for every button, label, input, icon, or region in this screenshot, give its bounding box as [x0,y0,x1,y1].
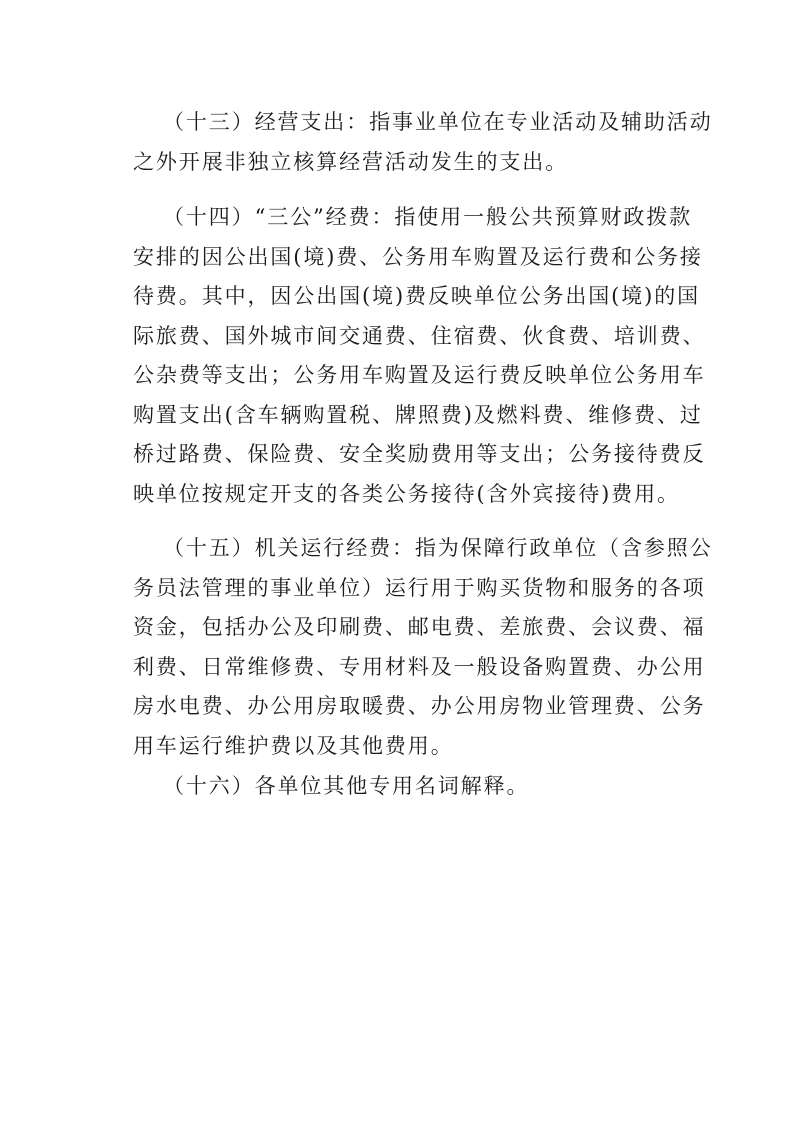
paragraph-15-line-4: 利费、日常维修费、专用材料及一般设备购置费、办公用 [133,655,706,679]
paragraph-14-line-1: （十四）“三公”经费：指使用一般公共预算财政拨款 [163,205,693,229]
paragraph-13-line-1: （十三）经营支出：指事业单位在专业活动及辅助活动 [163,110,713,134]
paragraph-14-line-3: 待费。其中，因公出国(境)费反映单位公务出国(境)的国 [133,284,701,308]
paragraph-14-line-4: 际旅费、国外城市间交通费、住宿费、伙食费、培训费、 [133,324,706,348]
paragraph-16-line-1: （十六）各单位其他专用名词解释。 [163,774,530,798]
paragraph-15-line-5: 房水电费、办公用房取暖费、办公用房物业管理费、公务 [133,694,706,718]
paragraph-14-line-2: 安排的因公出国(境)费、公务用车购置及运行费和公务接 [133,245,703,269]
paragraph-14-line-8: 映单位按规定开支的各类公务接待(含外宾接待)费用。 [133,482,680,506]
paragraph-15-line-6: 用车运行维护费以及其他费用。 [133,734,454,758]
paragraph-14-line-5: 公杂费等支出；公务用车购置及运行费反映单位公务用车 [133,363,706,387]
paragraph-13-line-2: 之外开展非独立核算经营活动发生的支出。 [133,150,569,174]
paragraph-14-line-7: 桥过路费、保险费、安全奖励费用等支出；公务接待费反 [133,442,706,466]
paragraph-15-line-3: 资金，包括办公及印刷费、邮电费、差旅费、会议费、福 [133,615,706,639]
paragraph-15-line-2: 务员法管理的事业单位）运行用于购买货物和服务的各项 [133,576,706,600]
paragraph-15-line-1: （十五）机关运行经费：指为保障行政单位（含参照公 [163,536,713,560]
paragraph-14-line-6: 购置支出(含车辆购置税、牌照费)及燃料费、维修费、过 [133,403,703,427]
